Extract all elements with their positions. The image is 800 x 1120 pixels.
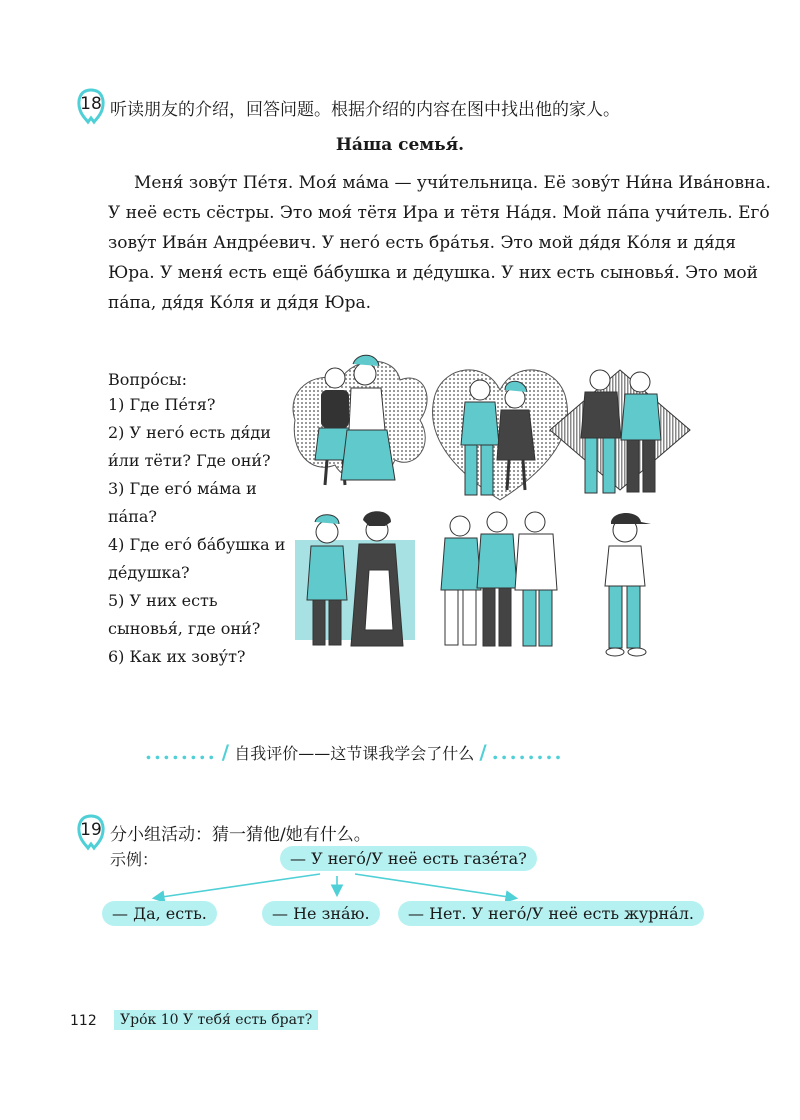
- questions-heading: Вопро́сы:: [108, 370, 188, 389]
- answer-bubble-dont-know: — Не зна́ю.: [262, 901, 380, 926]
- text-title: На́ша семья́.: [335, 135, 465, 155]
- story-line: Юра. У меня́ есть ещё ба́бушка и де́душка. У них есть сыновья́. Это мой: [108, 263, 759, 283]
- exercise-18-number: 18: [80, 94, 102, 114]
- question-bubble: — У него́/У неё есть газе́та?: [280, 846, 537, 871]
- question-line: сыновья́, где они́?: [108, 619, 261, 638]
- arrow-left: [155, 874, 320, 898]
- question-line: и́ли тёти? Где они́?: [108, 451, 271, 470]
- question-line: 2) У него́ есть дя́ди: [108, 423, 271, 442]
- story-line: У неё есть сёстры. Это моя́ тётя Ира и тётя На́дя. Мой па́па учи́тель. Его́: [108, 203, 770, 223]
- question-line: 1) Где Пе́тя?: [108, 395, 216, 414]
- dots-left: ........: [145, 740, 217, 764]
- exercise-18-instruction: 听读朋友的介绍，回答问题。根据介绍的内容在图中找出他的家人。: [110, 100, 620, 120]
- dots-right: ........: [491, 740, 564, 764]
- question-line: 4) Где его́ ба́бушка и: [108, 535, 286, 554]
- story-line: па́па, дя́дя Ко́ля и дя́дя Юра.: [108, 293, 372, 313]
- question-line: па́па?: [108, 507, 157, 526]
- example-label: 示例：: [110, 850, 159, 869]
- lesson-tag: Уро́к 10 У тебя́ есть брат?: [114, 1010, 318, 1030]
- story-line: зову́т Ива́н Андре́евич. У него́ есть бра́тья. Это мой дя́дя Ко́ля и дя́дя: [108, 233, 736, 253]
- answer-bubble-yes: — Да, есть.: [102, 901, 217, 926]
- slash-right: /: [479, 740, 487, 764]
- question-line: 3) Где его́ ма́ма и: [108, 479, 257, 498]
- question-line: де́душка?: [108, 563, 190, 582]
- slash-left: /: [221, 740, 230, 764]
- story-line: Меня́ зову́т Пе́тя. Моя́ ма́ма — учи́тельница. Её зову́т Ни́на Ива́новна.: [134, 173, 771, 193]
- exercise-19-number: 19: [80, 820, 102, 840]
- question-line: 5) У них есть: [108, 591, 218, 610]
- page-number: 112: [70, 1013, 97, 1029]
- question-line: 6) Как их зову́т?: [108, 647, 246, 666]
- answer-bubble-no: — Нет. У него́/У неё есть журна́л.: [398, 901, 704, 926]
- self-evaluation-text: 自我评价——这节课我学会了什么: [234, 744, 475, 763]
- arrow-right: [355, 874, 515, 898]
- exercise-19-instruction: 分小组活动：猜一猜他/她有什么。: [110, 825, 371, 845]
